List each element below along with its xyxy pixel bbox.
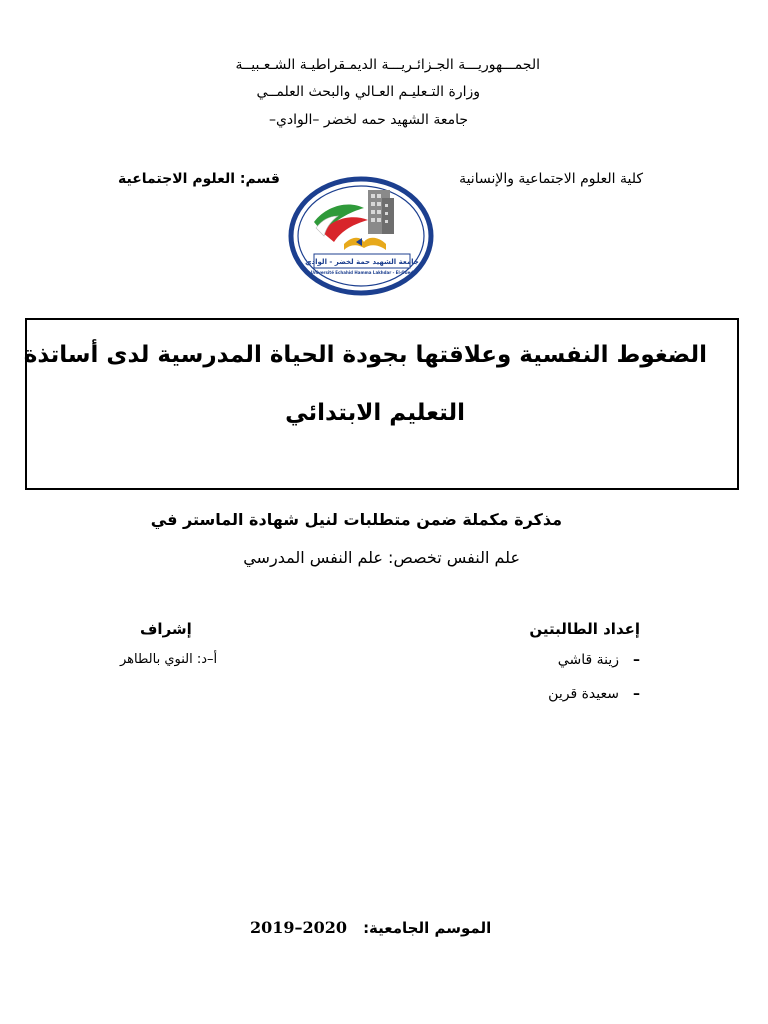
prepared-by-heading: إعداد الطالبتين bbox=[529, 620, 640, 638]
academic-season bbox=[250, 918, 491, 937]
supervisor-name: أ–د: النوي بالطاهر bbox=[120, 652, 218, 667]
thesis-title-box bbox=[25, 318, 739, 490]
memo-description: مذكرة مكملة ضمن متطلبات لنيل شهادة الماستر في bbox=[150, 510, 562, 529]
student-name bbox=[548, 686, 640, 702]
department-name: قسم: العلوم الاجتماعية bbox=[118, 171, 280, 187]
student-name-text: سعيدة قرين bbox=[548, 686, 619, 702]
season-years: 2020–2019 bbox=[250, 918, 348, 937]
svg-text:Université Echahid Hamma Lakhd: Université Echahid Hamma Lakhdar - El-Oued bbox=[310, 270, 414, 275]
list-dash: – bbox=[633, 686, 640, 702]
thesis-title-line1: الضغوط النفسية وعلاقتها بجودة الحياة المدرسية لدى أساتذة bbox=[23, 342, 707, 368]
student-name-text: زينة قاشي bbox=[557, 652, 619, 668]
svg-text:جامعة الشهيد حمة لخضر - الوادي: جامعة الشهيد حمة لخضر - الوادي bbox=[305, 258, 419, 266]
supervision-heading: إشراف bbox=[140, 620, 192, 638]
specialization: علم النفس تخصص: علم النفس المدرسي bbox=[243, 548, 520, 567]
faculty-name: كلية العلوم الاجتماعية والإنسانية bbox=[459, 171, 643, 187]
university-name: جامعة الشهيد حمه لخضر –الوادي– bbox=[268, 112, 468, 128]
ministry-name: وزارة التـعليـم العـالي والبحث العلمــي bbox=[256, 84, 480, 100]
student-name bbox=[558, 652, 640, 668]
season-label: الموسم الجامعية: bbox=[363, 919, 492, 937]
list-dash: – bbox=[633, 652, 640, 668]
thesis-title-line2: التعليم الابتدائي bbox=[285, 400, 465, 426]
republic-name: الجمـــهوريـــة الجـزائـريـــة الديمـقراطيـة الشـعـبيــة bbox=[235, 57, 540, 73]
university-logo bbox=[286, 176, 436, 300]
